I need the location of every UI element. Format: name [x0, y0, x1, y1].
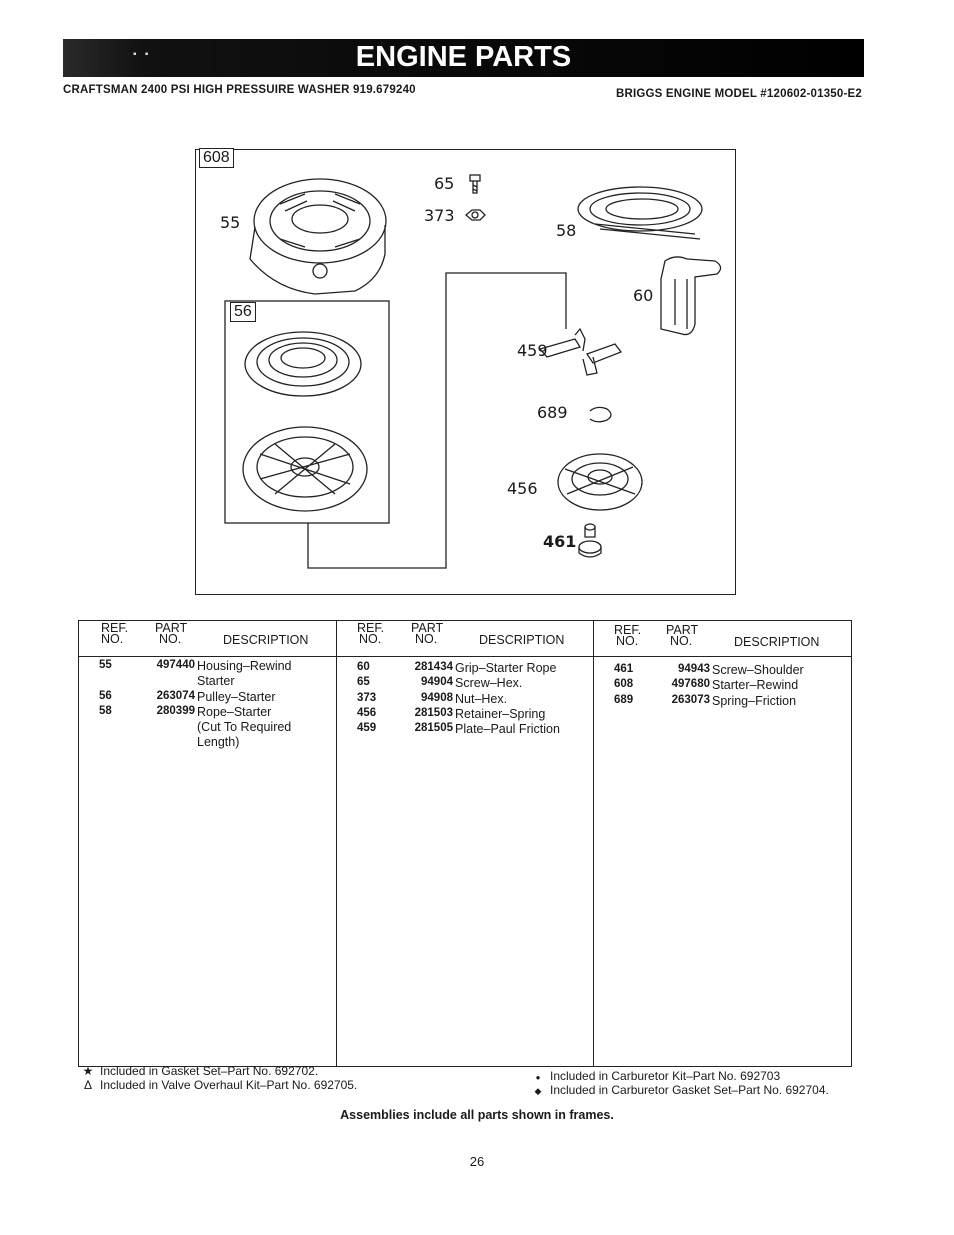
page-title: ENGINE PARTS	[355, 41, 572, 73]
callout-689: 689	[537, 403, 568, 422]
assembly-leader-line	[308, 273, 566, 568]
part-header: PART	[155, 621, 188, 635]
frame-label-56: 56	[230, 302, 256, 322]
part-no-header: NO.	[670, 634, 693, 648]
column-header	[79, 621, 336, 657]
description-header: DESCRIPTION	[223, 633, 309, 647]
table-row: 459 281505 Plate–Paul Friction	[357, 722, 560, 737]
parts-rows	[594, 663, 851, 709]
callout-459: 459	[517, 341, 548, 360]
table-row: 689 263073 Spring–Friction	[614, 693, 797, 708]
assemblies-note: Assemblies include all parts shown in frames.	[340, 1108, 614, 1122]
footnote-valve-kit	[82, 1078, 357, 1092]
parts-table	[78, 620, 852, 1067]
callout-456: 456	[507, 479, 538, 498]
parts-rows	[337, 661, 593, 737]
frame-label-608: 608	[199, 148, 234, 168]
starter-pulley-drawing	[243, 332, 367, 511]
table-row: 65 94904 Screw–Hex.	[357, 676, 523, 691]
hex-nut-drawing	[466, 210, 485, 220]
callout-373: 373	[424, 206, 455, 225]
parts-diagram	[195, 149, 735, 594]
footnote-text: Included in Carburetor Kit–Part No. 692703	[550, 1069, 781, 1083]
footnote-text: Included in Gasket Set–Part No. 692702.	[100, 1064, 319, 1078]
callout-60: 60	[633, 286, 654, 305]
shoulder-screw-drawing	[579, 524, 601, 557]
column-header	[594, 621, 851, 657]
table-row: Starter	[197, 674, 235, 689]
table-row: 55 497440 Housing–Rewind	[99, 659, 292, 673]
ref-no-header: NO.	[101, 632, 124, 646]
star-icon: ★	[82, 1064, 94, 1078]
ref-header: REF.	[357, 621, 385, 635]
parts-column-1	[79, 621, 337, 1066]
description-header: DESCRIPTION	[479, 633, 565, 647]
parts-column-2	[337, 621, 594, 1066]
ref-no-header: NO.	[359, 632, 382, 646]
ref-no-header: NO.	[616, 634, 639, 648]
table-row: 608 497680 Starter–Rewind	[614, 678, 799, 693]
callout-58: 58	[556, 221, 577, 240]
parts-column-3	[594, 621, 851, 1066]
spring-retainer-drawing	[558, 454, 642, 510]
friction-spring-drawing	[590, 407, 611, 421]
part-header: PART	[666, 623, 699, 637]
engine-model-subtitle: BRIGGS ENGINE MODEL #120602-01350-E2	[615, 88, 862, 100]
column-header	[337, 621, 593, 657]
starter-grip-drawing	[661, 257, 721, 335]
callout-461: 461	[543, 532, 577, 551]
footnote-text: Included in Carburetor Gasket Set–Part No. 692704.	[550, 1083, 829, 1097]
table-row: (Cut To Required	[197, 720, 292, 735]
hex-screw-drawing	[470, 175, 480, 193]
table-row: 461 94943 Screw–Shoulder	[614, 663, 804, 677]
decorative-specks: ▪ ▪	[133, 49, 149, 60]
part-no-header: NO.	[415, 632, 438, 646]
table-row: 60 281434 Grip–Starter Rope	[357, 661, 557, 675]
bullet-icon: ●	[535, 1073, 541, 1082]
table-row: 58 280399 Rope–Starter	[99, 704, 272, 719]
paul-friction-plates-drawing	[540, 329, 621, 375]
starter-rope-drawing	[578, 187, 702, 239]
table-row: 456 281503 Retainer–Spring	[357, 706, 546, 721]
delta-icon: Δ	[83, 1078, 92, 1092]
ref-header: REF.	[614, 623, 642, 637]
footnote-carburetor-kit	[532, 1069, 780, 1083]
description-header: DESCRIPTION	[734, 635, 820, 649]
product-subtitle: CRAFTSMAN 2400 PSI HIGH PRESSUIRE WASHER 919.679240	[63, 84, 416, 96]
housing-rewind-starter-drawing	[250, 179, 386, 294]
part-no-header: NO.	[159, 632, 182, 646]
page-number: 26	[469, 1154, 485, 1169]
footnote-gasket-set	[82, 1064, 318, 1078]
footnote-text: Included in Valve Overhaul Kit–Part No. 692705.	[100, 1078, 358, 1092]
callout-55: 55	[220, 213, 241, 232]
part-header: PART	[411, 621, 444, 635]
table-row: 373 94908 Nut–Hex.	[357, 691, 508, 706]
table-row: 56 263074 Pulley–Starter	[99, 689, 276, 704]
parts-rows	[79, 659, 336, 751]
frame-56-box	[225, 301, 389, 523]
callout-65: 65	[434, 174, 455, 193]
table-row: Length)	[197, 735, 240, 750]
ref-header: REF.	[101, 621, 129, 635]
footnote-carburetor-gasket	[532, 1083, 829, 1097]
title-bar	[63, 39, 864, 77]
diamond-icon: ◆	[534, 1086, 542, 1096]
